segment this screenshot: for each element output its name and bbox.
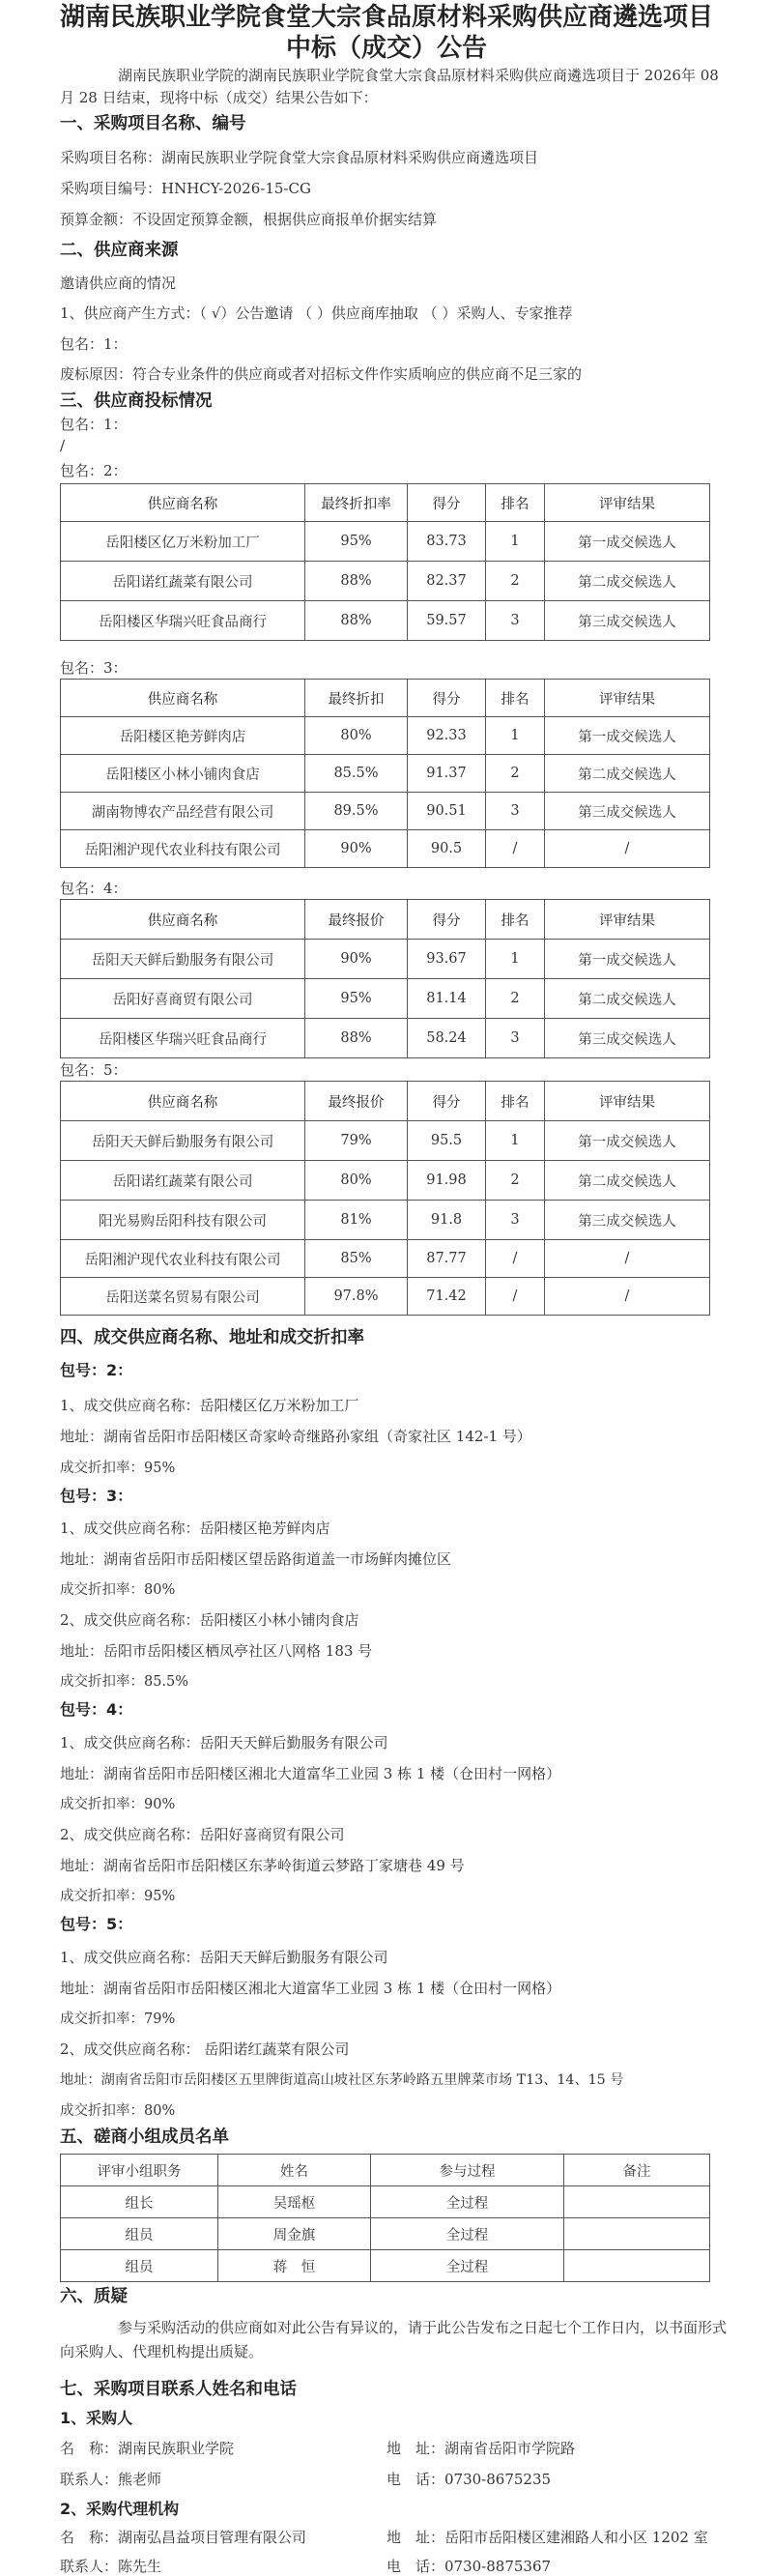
header-cell: 最终折扣 bbox=[305, 680, 408, 717]
table-cell: 1 bbox=[486, 522, 545, 562]
table-row bbox=[61, 562, 710, 601]
section-6-heading: 六、质疑 bbox=[60, 2287, 128, 2306]
table-row bbox=[61, 1240, 710, 1278]
table-cell: 80% bbox=[305, 717, 408, 755]
table-header-row bbox=[61, 900, 710, 940]
table-cell: 3 bbox=[486, 1201, 545, 1240]
header-cell: 评审结果 bbox=[545, 900, 710, 940]
table-cell: 80% bbox=[305, 1161, 408, 1201]
table-cell: / bbox=[545, 1240, 710, 1278]
package-4-table bbox=[60, 899, 710, 1058]
table-cell: 第一成交候选人 bbox=[545, 522, 710, 562]
header-cell: 排名 bbox=[486, 680, 545, 717]
table-cell: 83.73 bbox=[408, 522, 486, 562]
table-cell: 91.37 bbox=[408, 755, 486, 793]
p3-discount-rate-2: 成交折扣率：85.5% bbox=[60, 1674, 189, 1690]
header-cell: 评审结果 bbox=[545, 1082, 710, 1121]
p3-supplier-address-1: 地址：湖南省岳阳市岳阳楼区望岳路街道盖一市场鲜肉摊位区 bbox=[60, 1550, 452, 1568]
table-cell: 第二成交候选人 bbox=[545, 562, 710, 601]
table-cell: 3 bbox=[486, 601, 545, 641]
table-cell: 91.98 bbox=[408, 1161, 486, 1201]
table-cell: 岳阳楼区艳芳鲜肉店 bbox=[61, 717, 305, 755]
table-cell: / bbox=[486, 1278, 545, 1316]
buyer-phone: 电 话：0730-8675235 bbox=[386, 2471, 552, 2488]
header-cell: 姓名 bbox=[218, 2155, 371, 2186]
package-1-slash: / bbox=[60, 437, 66, 454]
header-cell: 最终折扣率 bbox=[305, 484, 408, 522]
table-cell: 组长 bbox=[61, 2186, 218, 2218]
table-cell: 湖南物博农产品经营有限公司 bbox=[61, 793, 305, 830]
header-cell: 得分 bbox=[408, 900, 486, 940]
p4-discount-rate-1: 成交折扣率：90% bbox=[60, 1797, 176, 1812]
project-code: 采购项目编号：HNHCY-2026-15-CG bbox=[60, 180, 311, 197]
package-3-label: 包名：3： bbox=[60, 659, 128, 677]
table-row bbox=[61, 1121, 710, 1161]
table-row bbox=[61, 1201, 710, 1240]
table-cell: 岳阳送菜名贸易有限公司 bbox=[61, 1278, 305, 1316]
table-row bbox=[61, 717, 710, 755]
table-cell: 第三成交候选人 bbox=[545, 1019, 710, 1058]
table-row bbox=[61, 1019, 710, 1058]
table-cell: 岳阳楼区亿万米粉加工厂 bbox=[61, 522, 305, 562]
agent-heading: 2、采购代理机构 bbox=[60, 2500, 180, 2518]
table-cell: 59.57 bbox=[408, 601, 486, 641]
buyer-contact: 联系人：熊老师 bbox=[60, 2471, 162, 2488]
table-row bbox=[61, 522, 710, 562]
table-cell: 81.14 bbox=[408, 979, 486, 1019]
table-row bbox=[61, 830, 710, 868]
table-cell: 1 bbox=[486, 940, 545, 979]
table-cell: 第一成交候选人 bbox=[545, 717, 710, 755]
table-cell: 岳阳诺红蔬菜有限公司 bbox=[61, 1161, 305, 1201]
package-5-table bbox=[60, 1081, 710, 1316]
table-cell: 吴瑶枢 bbox=[218, 2186, 371, 2218]
table-cell: 88% bbox=[305, 562, 408, 601]
table-cell: 组员 bbox=[61, 2250, 218, 2282]
table-cell: / bbox=[545, 830, 710, 868]
header-cell: 得分 bbox=[408, 484, 486, 522]
header-cell: 供应商名称 bbox=[61, 680, 305, 717]
table-cell: 岳阳湘沪现代农业科技有限公司 bbox=[61, 830, 305, 868]
p4-supplier-name-2: 2、成交供应商名称：岳阳好喜商贸有限公司 bbox=[60, 1826, 345, 1843]
buyer-name: 名 称：湖南民族职业学院 bbox=[60, 2440, 235, 2457]
table-cell: 90% bbox=[305, 830, 408, 868]
table-cell: 3 bbox=[486, 793, 545, 830]
table-row bbox=[61, 2186, 710, 2218]
table-row bbox=[61, 755, 710, 793]
table-cell: 1 bbox=[486, 1121, 545, 1161]
package-label: 包名：1： bbox=[60, 335, 128, 353]
header-cell: 得分 bbox=[408, 680, 486, 717]
table-cell: 阳光易购岳阳科技有限公司 bbox=[61, 1201, 305, 1240]
table-cell: 岳阳诺红蔬菜有限公司 bbox=[61, 562, 305, 601]
header-cell: 评审小组职务 bbox=[61, 2155, 218, 2186]
title-line-2: 中标（成交）公告 bbox=[285, 34, 487, 63]
agent-address: 地 址：岳阳市岳阳楼区建湘路人和小区 1202 室 bbox=[386, 2529, 708, 2546]
table-row bbox=[61, 1161, 710, 1201]
header-cell: 最终报价 bbox=[305, 1082, 408, 1121]
table-cell: 85.5% bbox=[305, 755, 408, 793]
p5-discount-rate-2: 成交折扣率：80% bbox=[60, 2103, 176, 2119]
p3-supplier-name-2: 2、成交供应商名称：岳阳楼区小林小铺肉食店 bbox=[60, 1611, 359, 1629]
table-cell: 全过程 bbox=[371, 2250, 564, 2282]
p3-discount-rate-1: 成交折扣率：80% bbox=[60, 1582, 176, 1598]
table-cell: 第三成交候选人 bbox=[545, 601, 710, 641]
p4-discount-rate-2: 成交折扣率：95% bbox=[60, 1889, 176, 1904]
table-cell bbox=[564, 2250, 710, 2282]
header-cell: 评审结果 bbox=[545, 484, 710, 522]
table-cell: 85% bbox=[305, 1240, 408, 1278]
package-1-label: 包名：1： bbox=[60, 416, 128, 433]
p3-supplier-address-2: 地址：岳阳市岳阳楼区栖凤亭社区八网格 183 号 bbox=[60, 1642, 373, 1660]
p4-supplier-address-2: 地址：湖南省岳阳市岳阳楼区东茅岭街道云梦路丁家塘巷 49 号 bbox=[60, 1857, 465, 1874]
agent-name: 名 称：湖南弘昌益项目管理有限公司 bbox=[60, 2529, 307, 2546]
package-3-table bbox=[60, 679, 710, 868]
table-cell: 岳阳天天鲜后勤服务有限公司 bbox=[61, 940, 305, 979]
package-2-result-label: 包号：2： bbox=[60, 1361, 133, 1379]
table-row bbox=[61, 1278, 710, 1316]
table-cell: 79% bbox=[305, 1121, 408, 1161]
table-cell: 2 bbox=[486, 979, 545, 1019]
supplier-method: 1、供应商产生方式：（ √）公告邀请 （ ）供应商库抽取 （ ）采购人、专家推荐 bbox=[60, 304, 573, 322]
table-cell: 1 bbox=[486, 717, 545, 755]
buyer-heading: 1、采购人 bbox=[60, 2409, 133, 2427]
table-cell: 全过程 bbox=[371, 2218, 564, 2250]
p4-supplier-address-1: 地址：湖南省岳阳市岳阳楼区湘北大道富华工业园 3 栋 1 楼（仓田村一网格） bbox=[60, 1765, 561, 1782]
header-cell: 排名 bbox=[486, 1082, 545, 1121]
table-cell: 93.67 bbox=[408, 940, 486, 979]
p5-supplier-name-2: 2、成交供应商名称： 岳阳诺红蔬菜有限公司 bbox=[60, 2041, 350, 2058]
header-cell: 参与过程 bbox=[371, 2155, 564, 2186]
section-5-heading: 五、磋商小组成员名单 bbox=[60, 2127, 229, 2147]
table-cell: 87.77 bbox=[408, 1240, 486, 1278]
table-cell: 91.8 bbox=[408, 1201, 486, 1240]
table-cell: 95% bbox=[305, 979, 408, 1019]
table-cell: 组员 bbox=[61, 2218, 218, 2250]
table-row bbox=[61, 2218, 710, 2250]
table-cell: 岳阳好喜商贸有限公司 bbox=[61, 979, 305, 1019]
package-4-label: 包名：4： bbox=[60, 880, 128, 897]
table-cell: 蒋 恒 bbox=[218, 2250, 371, 2282]
table-header-row bbox=[61, 484, 710, 522]
table-row bbox=[61, 601, 710, 641]
p5-supplier-address-2: 地址：湖南省岳阳市岳阳楼区五里牌街道高山坡社区东茅岭路五里牌菜市场 T13、14、15 号 bbox=[60, 2072, 624, 2088]
table-row bbox=[61, 793, 710, 830]
table-cell: 95% bbox=[305, 522, 408, 562]
p5-supplier-name-1: 1、成交供应商名称：岳阳天天鲜后勤服务有限公司 bbox=[60, 1949, 388, 1966]
p4-supplier-name-1: 1、成交供应商名称：岳阳天天鲜后勤服务有限公司 bbox=[60, 1734, 388, 1751]
header-cell: 供应商名称 bbox=[61, 1082, 305, 1121]
header-cell: 得分 bbox=[408, 1082, 486, 1121]
table-cell: 97.8% bbox=[305, 1278, 408, 1316]
package-3-result-label: 包号：3： bbox=[60, 1487, 133, 1505]
package-5-result-label: 包号：5： bbox=[60, 1915, 133, 1933]
table-cell: 2 bbox=[486, 562, 545, 601]
table-cell: 89.5% bbox=[305, 793, 408, 830]
package-2-label: 包名：2： bbox=[60, 462, 128, 479]
header-cell: 排名 bbox=[486, 900, 545, 940]
table-cell: 82.37 bbox=[408, 562, 486, 601]
table-cell: 第二成交候选人 bbox=[545, 755, 710, 793]
table-cell: 岳阳湘沪现代农业科技有限公司 bbox=[61, 1240, 305, 1278]
table-cell: 90% bbox=[305, 940, 408, 979]
table-row bbox=[61, 979, 710, 1019]
header-cell: 排名 bbox=[486, 484, 545, 522]
table-cell: 第一成交候选人 bbox=[545, 940, 710, 979]
table-cell: 58.24 bbox=[408, 1019, 486, 1058]
table-cell: 第三成交候选人 bbox=[545, 793, 710, 830]
table-cell: 全过程 bbox=[371, 2186, 564, 2218]
buyer-address: 地 址：湖南省岳阳市学院路 bbox=[386, 2440, 576, 2457]
table-cell: 90.5 bbox=[408, 830, 486, 868]
table-cell: 岳阳楼区华瑞兴旺食品商行 bbox=[61, 1019, 305, 1058]
p3-supplier-name-1: 1、成交供应商名称：岳阳楼区艳芳鲜肉店 bbox=[60, 1520, 330, 1537]
challenge-text: 参与采购活动的供应商如对此公告有异议的，请于此公告发布之日起七个工作日内，以书面形式向采购人、代理机构提出质疑。 bbox=[60, 2319, 728, 2360]
agent-contact: 联系人：陈先生 bbox=[60, 2558, 162, 2575]
table-cell: 第二成交候选人 bbox=[545, 1161, 710, 1201]
review-panel-table bbox=[60, 2154, 710, 2282]
table-cell: 92.33 bbox=[408, 717, 486, 755]
header-cell: 供应商名称 bbox=[61, 484, 305, 522]
section-4-heading: 四、成交供应商名称、地址和成交折扣率 bbox=[60, 1328, 364, 1347]
table-cell: 2 bbox=[486, 755, 545, 793]
table-cell: 第二成交候选人 bbox=[545, 979, 710, 1019]
budget-amount: 预算金额：不设固定预算金额，根据供应商报单价据实结算 bbox=[60, 211, 438, 228]
section-1-heading: 一、采购项目名称、编号 bbox=[60, 114, 246, 133]
table-cell: 岳阳楼区小林小铺肉食店 bbox=[61, 755, 305, 793]
header-cell: 最终报价 bbox=[305, 900, 408, 940]
p5-discount-rate-1: 成交折扣率：79% bbox=[60, 2012, 176, 2027]
table-row bbox=[61, 940, 710, 979]
intro-paragraph: 湖南民族职业学院的湖南民族职业学院食堂大宗食品原材料采购供应商遴选项目于 2026年 08 月 28 日结束，现将中标（成交）结果公告如下： bbox=[60, 67, 719, 106]
table-cell: 81% bbox=[305, 1201, 408, 1240]
agent-phone: 电 话：0730-8875367 bbox=[386, 2558, 552, 2575]
package-5-label: 包名：5： bbox=[60, 1061, 128, 1079]
table-cell bbox=[564, 2218, 710, 2250]
header-cell: 备注 bbox=[564, 2155, 710, 2186]
table-header-row bbox=[61, 2155, 710, 2186]
table-cell: / bbox=[486, 830, 545, 868]
page-title bbox=[0, 0, 773, 64]
package-2-table bbox=[60, 483, 710, 641]
table-cell: 88% bbox=[305, 1019, 408, 1058]
table-cell: 95.5 bbox=[408, 1121, 486, 1161]
table-cell: / bbox=[486, 1240, 545, 1278]
table-cell: / bbox=[545, 1278, 710, 1316]
table-cell: 3 bbox=[486, 1019, 545, 1058]
p2-supplier-name: 1、成交供应商名称：岳阳楼区亿万米粉加工厂 bbox=[60, 1397, 359, 1414]
p2-supplier-address: 地址：湖南省岳阳市岳阳楼区奇家岭奇继路孙家组（奇家社区 142-1 号） bbox=[60, 1428, 531, 1445]
p5-supplier-address-1: 地址：湖南省岳阳市岳阳楼区湘北大道富华工业园 3 栋 1 楼（仓田村一网格） bbox=[60, 1980, 561, 1997]
table-header-row bbox=[61, 680, 710, 717]
p2-discount-rate: 成交折扣率：95% bbox=[60, 1461, 176, 1476]
table-cell: 2 bbox=[486, 1161, 545, 1201]
table-cell: 第三成交候选人 bbox=[545, 1201, 710, 1240]
table-cell: 90.51 bbox=[408, 793, 486, 830]
table-cell: 88% bbox=[305, 601, 408, 641]
section-3-heading: 三、供应商投标情况 bbox=[60, 391, 213, 411]
table-cell: 第一成交候选人 bbox=[545, 1121, 710, 1161]
section-7-heading: 七、采购项目联系人姓名和电话 bbox=[60, 2380, 297, 2399]
waste-reason: 废标原因：符合专业条件的供应商或者对招标文件作实质响应的供应商不足三家的 bbox=[60, 365, 583, 383]
header-cell: 供应商名称 bbox=[61, 900, 305, 940]
table-cell: 71.42 bbox=[408, 1278, 486, 1316]
table-row bbox=[61, 2250, 710, 2282]
package-4-result-label: 包号：4： bbox=[60, 1700, 133, 1719]
table-header-row bbox=[61, 1082, 710, 1121]
invite-text: 邀请供应商的情况 bbox=[60, 275, 177, 292]
table-cell: 周金旗 bbox=[218, 2218, 371, 2250]
title-line-1: 湖南民族职业学院食堂大宗食品原材料采购供应商遴选项目 bbox=[59, 3, 713, 32]
section-2-heading: 二、供应商来源 bbox=[60, 241, 179, 260]
header-cell: 评审结果 bbox=[545, 680, 710, 717]
table-cell: 岳阳楼区华瑞兴旺食品商行 bbox=[61, 601, 305, 641]
table-cell bbox=[564, 2186, 710, 2218]
table-cell: 岳阳天天鲜后勤服务有限公司 bbox=[61, 1121, 305, 1161]
project-name: 采购项目名称：湖南民族职业学院食堂大宗食品原材料采购供应商遴选项目 bbox=[60, 149, 539, 166]
